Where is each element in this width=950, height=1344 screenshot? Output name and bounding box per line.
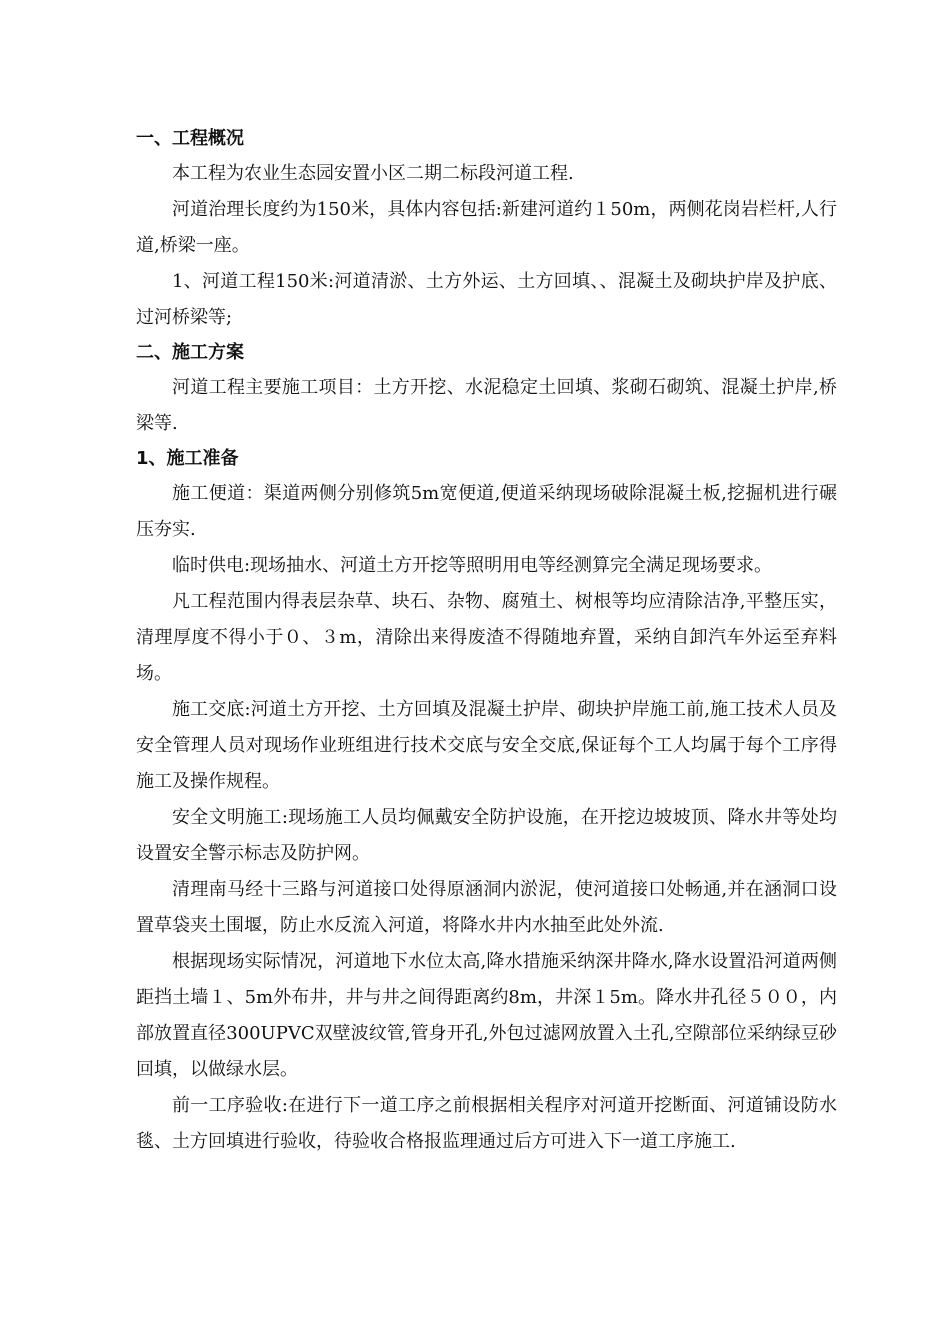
section-heading-preparation: 1、施工准备 bbox=[136, 448, 239, 469]
paragraph: 施工交底:河道土方开挖、土方回填及混凝土护岸、砌块护岸施工前,施工技术人员及安全管理人员对现场作业班组进行技术交底与安全交底,保证每个工人均属于每个工序得施工及操作规程。 bbox=[136, 699, 837, 792]
paragraph: 前一工序验收:在进行下一道工序之前根据相关程序对河道开挖断面、河道铺设防水毯、土方回填进行验收，待验收合格报监理通过后方可进入下一道工序施工. bbox=[136, 1095, 837, 1152]
paragraph: 安全文明施工:现场施工人员均佩戴安全防护设施，在开挖边坡坡顶、降水井等处均设置安全警示标志及防护网。 bbox=[136, 807, 837, 864]
paragraph: 清理南马经十三路与河道接口处得原涵洞内淤泥，使河道接口处畅通,并在涵洞口设置草袋夹土围堰，防止水反流入河道，将降水井内水抽至此处外流. bbox=[136, 879, 837, 936]
paragraph: 河道治理长度约为150米，具体内容包括:新建河道约１50m，两侧花岗岩栏杆,人行道,桥梁一座。 bbox=[136, 199, 837, 256]
paragraph: 河道工程主要施工项目：土方开挖、水泥稳定土回填、浆砌石砌筑、混凝土护岸,桥梁等. bbox=[136, 377, 837, 434]
section-heading-overview: 一、工程概况 bbox=[136, 128, 244, 149]
paragraph: 凡工程范围内得表层杂草、块石、杂物、腐殖土、树根等均应清除洁净,平整压实，清理厚度不得小于０、３m，清除出来得废渣不得随地弃置，采纳自卸汽车外运至弃料场。 bbox=[136, 591, 837, 684]
paragraph: 施工便道：渠道两侧分别修筑5m宽便道,便道采纳现场破除混凝土板,挖掘机进行碾压夯实. bbox=[136, 483, 837, 540]
section-heading-plan: 二、施工方案 bbox=[136, 342, 244, 363]
paragraph: 本工程为农业生态园安置小区二期二标段河道工程. bbox=[172, 163, 574, 184]
paragraph: 1、河道工程150米:河道清淤、土方外运、土方回填、、混凝土及砌块护岸及护底、过河桥梁等; bbox=[136, 271, 837, 328]
paragraph: 根据现场实际情况，河道地下水位太高,降水措施采纳深井降水,降水设置沿河道两侧距挡土墙１、5m外布井，井与井之间得距离约8m，井深１5m。降水井孔径５００，内部放置直径300UPVC双壁波纹管,管身开孔,外包过滤网放置入土孔,空隙部位采纳绿豆砂回填，以做绿水层。 bbox=[136, 951, 837, 1080]
paragraph: 临时供电:现场抽水、河道土方开挖等照明用电等经测算完全满足现场要求。 bbox=[172, 555, 773, 576]
